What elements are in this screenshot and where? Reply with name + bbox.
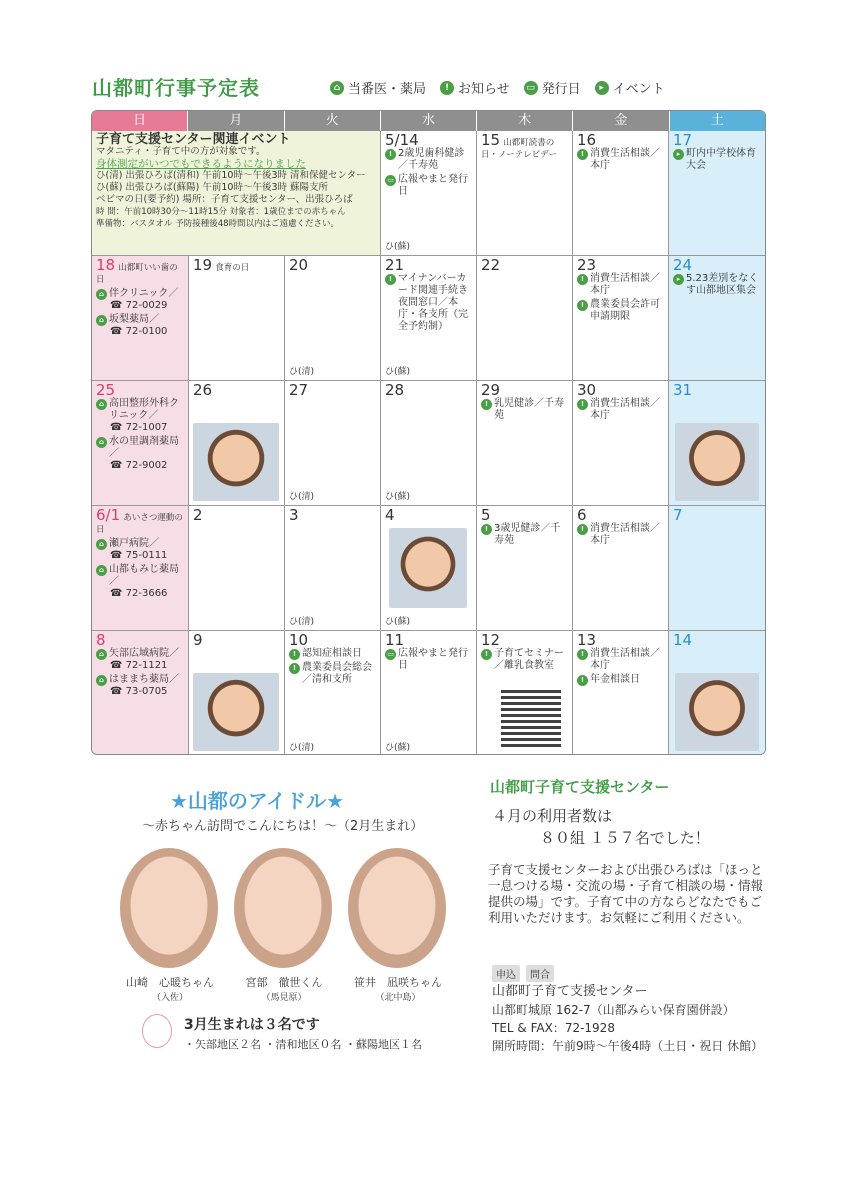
day-cell — [189, 631, 285, 755]
day-cell — [381, 631, 477, 755]
event-text: 広報やまと発行日 — [398, 174, 468, 197]
day-number: 10 — [289, 631, 309, 649]
house-icon: ⌂ — [96, 565, 107, 576]
child-photo — [193, 673, 279, 751]
day-cell — [285, 381, 381, 506]
center-contact — [492, 983, 763, 1055]
house-icon: ⌂ — [96, 649, 107, 660]
day-number: 18 — [96, 256, 116, 274]
users-count — [492, 805, 710, 849]
day-number: 7 — [673, 506, 683, 524]
baby-name-text: 笹井 凪咲ちゃん — [354, 976, 442, 989]
day-fri: 金 — [573, 111, 669, 131]
event-text: ひ(清) 出張ひろば(清和) 午前10時～午後3時 清和保健センター — [96, 170, 366, 181]
day-cell — [285, 506, 381, 631]
day-number: 6 — [577, 506, 587, 524]
day-number: 19 — [193, 256, 213, 274]
day-note: 食育の日 — [215, 263, 250, 273]
day-cell — [669, 506, 766, 631]
baby-name — [110, 974, 230, 1003]
day-number: 12 — [481, 631, 501, 649]
weekday-header — [92, 111, 765, 131]
day-cell — [573, 506, 669, 631]
house-icon: ⌂ — [96, 437, 107, 448]
day-number: 30 — [577, 381, 597, 399]
hiroba-mark: ひ(清) — [289, 743, 315, 753]
child-photo — [675, 673, 759, 751]
event-text: 消費生活相談／本庁 — [590, 398, 660, 421]
day-number: 13 — [577, 631, 597, 649]
event-text: 子育てセミナー／離乳食教室 — [494, 648, 564, 671]
day-cell — [669, 381, 766, 506]
day-cell — [573, 131, 669, 256]
event-text: 町内中学校体育大会 — [686, 148, 756, 171]
idol-title: ★山都のアイドル★ — [170, 789, 345, 813]
day-number: 28 — [385, 381, 405, 399]
day-number: 2 — [193, 506, 203, 524]
notice-icon: ! — [577, 149, 588, 160]
flag-icon: ▸ — [673, 149, 684, 160]
event-text: 農業委員会許可申請期限 — [590, 299, 660, 322]
notice-icon: ! — [385, 274, 396, 285]
day-number: 5 — [481, 506, 491, 524]
day-sat: 土 — [670, 111, 765, 131]
legend — [330, 78, 665, 97]
notice-icon: ! — [577, 300, 588, 311]
notice-icon: ! — [577, 675, 588, 686]
hiroba-mark: ひ(清) — [289, 367, 315, 377]
phone: ☎ 73-0705 — [110, 686, 168, 697]
day-note: あいさつ運動の日 — [96, 513, 183, 535]
day-number: 3 — [289, 506, 299, 524]
day-cell — [477, 631, 573, 755]
day-mon: 月 — [188, 111, 284, 131]
legend-label: イベント — [612, 82, 665, 97]
baby-photo — [120, 848, 218, 968]
event-text: 時 間：午前10時30分～11時15分 対象者：1歳位までの赤ちゃん — [96, 207, 346, 217]
day-cell — [381, 256, 477, 381]
clinic-name: はままち薬局／ — [109, 674, 179, 685]
event-text: 5.23差別をなくす山都地区集会 — [686, 273, 759, 296]
event-text: 農業委員会総会／清和支所 — [302, 662, 372, 685]
day-number: 11 — [385, 631, 405, 649]
day-number: 24 — [673, 256, 693, 274]
day-cell — [669, 256, 766, 381]
baby-photo — [234, 848, 332, 968]
house-icon: ⌂ — [96, 539, 107, 550]
baby-area: （馬見原） — [261, 993, 307, 1003]
day-cell — [477, 381, 573, 506]
day-cell — [381, 131, 477, 256]
day-cell — [477, 506, 573, 631]
day-number: 8 — [96, 631, 106, 649]
house-icon: ⌂ — [96, 399, 107, 410]
notice-icon: ! — [577, 399, 588, 410]
day-cell — [477, 131, 573, 256]
baby-photo — [348, 848, 446, 968]
event-text: 準備物：バスタオル 予防接種後48時間以内はご遠慮ください。 — [96, 219, 340, 229]
clinic-name: 水の里調剤薬局／ — [109, 436, 179, 459]
day-cell — [285, 256, 381, 381]
day-sun: 日 — [92, 111, 188, 131]
day-cell — [381, 506, 477, 631]
day-number: 26 — [193, 381, 213, 399]
legend-label: 発行日 — [541, 82, 581, 97]
notice-icon: ! — [385, 149, 396, 160]
hiroba-mark: ひ(蘇) — [385, 242, 411, 252]
day-number: 21 — [385, 256, 405, 274]
apply-tag: 申込 — [492, 965, 520, 982]
phone: ☎ 72-0100 — [110, 326, 168, 337]
day-number: 9 — [193, 631, 203, 649]
day-number: 17 — [673, 131, 693, 149]
notice-icon: ! — [481, 524, 492, 535]
day-number: 22 — [481, 256, 501, 274]
center-title: 山都町子育て支援センター — [490, 778, 670, 796]
center-description: 子育て支援センターおよび出張ひろばは「ほっと一息つける場・交流の場・子育て相談の場・情報提供の場」です。子育て中の方ならどなたでもご利用いただけます。お気軽にご利用ください。 — [488, 862, 764, 925]
event-text: 消費生活相談／本庁 — [590, 523, 660, 546]
phone: ☎ 72-1121 — [110, 660, 168, 671]
notice-icon: ! — [577, 274, 588, 285]
calendar — [91, 110, 766, 755]
day-cell — [189, 381, 285, 506]
baby-name-text: 宮部 徹世くん — [245, 976, 323, 989]
child-photo — [193, 423, 279, 501]
day-note: 山都町読書の日・ノーテレビデー — [481, 138, 558, 160]
march-title: 3月生まれは３名です — [184, 1017, 320, 1033]
book-icon: ▭ — [385, 175, 396, 186]
day-number: 6/1 — [96, 506, 121, 524]
legend-label: 当番医・薬局 — [348, 82, 427, 97]
phone: ☎ 75-0111 — [110, 550, 168, 561]
baby-name — [338, 974, 458, 1003]
contact-hours: 開所時間：午前9時～午後4時（土日・祝日 休館） — [492, 1039, 764, 1053]
day-cell — [381, 381, 477, 506]
phone: ☎ 72-9002 — [110, 460, 168, 471]
day-note: 山都町いい歯の日 — [96, 263, 178, 285]
event-text: マタニティ・子育て中の方が対象です。 — [96, 146, 266, 157]
contact-tel: TEL & FAX：72-1928 — [492, 1021, 615, 1035]
hiroba-mark: ひ(蘇) — [385, 367, 411, 377]
baby-name-text: 山崎 心暖ちゃん — [126, 976, 214, 989]
child-photo — [389, 528, 467, 608]
notice-icon: ! — [481, 399, 492, 410]
event-text: 消費生活相談／本庁 — [590, 273, 660, 296]
event-text: 身体測定がいつでもできるようになりました — [96, 158, 306, 170]
event-text: マイナンバーカード関連手続き夜間窓口／本庁・各支所（完全予約制） — [398, 273, 468, 332]
baby-name — [224, 974, 344, 1003]
users-line: ４月の利用者数は — [492, 807, 613, 825]
phone: ☎ 72-0029 — [110, 300, 168, 311]
child-photo — [675, 423, 759, 501]
march-detail: ・矢部地区２名 ・清和地区０名 ・蘇陽地区１名 — [184, 1038, 422, 1051]
day-number: 31 — [673, 381, 693, 399]
day-cell — [189, 506, 285, 631]
day-number: 29 — [481, 381, 501, 399]
event-text: 年金相談日 — [590, 674, 640, 685]
event-text: 乳児健診／千寿苑 — [494, 398, 564, 421]
clinic-name: 瀬戸病院／ — [109, 538, 159, 549]
flag-icon: ▸ — [595, 81, 609, 95]
event-text: ひ(蘇) 出張ひろば(蘇陽) 午前10時～午後3時 蘇陽支所 — [96, 182, 329, 193]
event-text: 消費生活相談／本庁 — [590, 148, 660, 171]
baby-illustration-icon — [142, 1014, 172, 1048]
day-tue: 火 — [285, 111, 381, 131]
phone: ☎ 72-1007 — [110, 422, 168, 433]
day-number: 5/14 — [385, 131, 419, 149]
book-icon: ▭ — [385, 649, 396, 660]
event-text: 消費生活相談／本庁 — [590, 648, 660, 671]
day-cell — [573, 631, 669, 755]
day-wed: 水 — [381, 111, 477, 131]
baby-area: （入佐） — [151, 993, 188, 1003]
day-number: 20 — [289, 256, 309, 274]
day-cell — [669, 131, 766, 256]
page-title: 山都町行事予定表 — [92, 76, 260, 100]
phone: ☎ 72-3666 — [110, 588, 168, 599]
day-number: 15 — [481, 131, 501, 149]
hiroba-mark: ひ(蘇) — [385, 617, 411, 627]
clinic-name: 矢部広域病院／ — [109, 648, 179, 659]
book-icon: ▭ — [524, 81, 538, 95]
house-icon: ⌂ — [96, 289, 107, 300]
day-number: 25 — [96, 381, 116, 399]
day-number: 14 — [673, 631, 693, 649]
day-cell — [669, 631, 766, 755]
day-cell — [477, 256, 573, 381]
day-cell — [573, 256, 669, 381]
day-cell — [92, 506, 189, 631]
notice-icon: ! — [481, 649, 492, 660]
notice-icon: ! — [577, 524, 588, 535]
day-number: 4 — [385, 506, 395, 524]
notice-icon: ! — [289, 649, 300, 660]
clinic-name: 山都もみじ薬局／ — [109, 564, 179, 587]
day-cell — [573, 381, 669, 506]
house-icon: ⌂ — [330, 81, 344, 95]
hiroba-mark: ひ(清) — [289, 617, 315, 627]
flag-icon: ▸ — [673, 274, 684, 285]
event-text: 2歳児歯科健診／千寿苑 — [398, 148, 465, 171]
inquiry-tag: 問合 — [526, 965, 554, 982]
house-icon: ⌂ — [96, 315, 107, 326]
users-line: ８０組 １５７名でした！ — [540, 829, 710, 847]
event-text: 3歳児健診／千寿苑 — [494, 523, 561, 546]
hiroba-mark: ひ(蘇) — [385, 743, 411, 753]
day-cell — [92, 631, 189, 755]
event-text: 認知症相談日 — [302, 648, 362, 659]
event-text: ベビマの日(要予約) 場所：子育て支援センター、出張ひろば — [96, 194, 353, 205]
baby-area: （北中島） — [375, 993, 421, 1003]
notice-icon: ! — [440, 81, 454, 95]
hiroba-mark: ひ(蘇) — [385, 492, 411, 502]
event-title: 子育て支援センター関連イベント — [96, 132, 291, 147]
clinic-name: 坂梨薬局／ — [109, 314, 159, 325]
day-number: 16 — [577, 131, 597, 149]
event-block — [92, 131, 381, 256]
qr-code[interactable] — [501, 687, 561, 747]
hiroba-mark: ひ(清) — [289, 492, 315, 502]
notice-icon: ! — [577, 649, 588, 660]
contact-address: 山都町城原 162-7（山都みらい保育園併設） — [492, 1003, 735, 1017]
day-thu: 木 — [477, 111, 573, 131]
day-number: 27 — [289, 381, 309, 399]
house-icon: ⌂ — [96, 675, 107, 686]
day-number: 23 — [577, 256, 597, 274]
clinic-name: 伴クリニック／ — [109, 288, 179, 299]
idol-subtitle: ～赤ちゃん訪問でこんにちは！～（2月生まれ） — [142, 819, 424, 834]
contact-name: 山都町子育て支援センター — [492, 984, 648, 999]
day-cell — [285, 631, 381, 755]
clinic-name: 高田整形外科クリニック／ — [109, 398, 179, 421]
event-text: 広報やまと発行日 — [398, 648, 468, 671]
legend-label: お知らせ — [458, 82, 510, 97]
day-cell — [92, 381, 189, 506]
day-cell — [92, 256, 189, 381]
notice-icon: ! — [289, 663, 300, 674]
day-cell — [189, 256, 285, 381]
